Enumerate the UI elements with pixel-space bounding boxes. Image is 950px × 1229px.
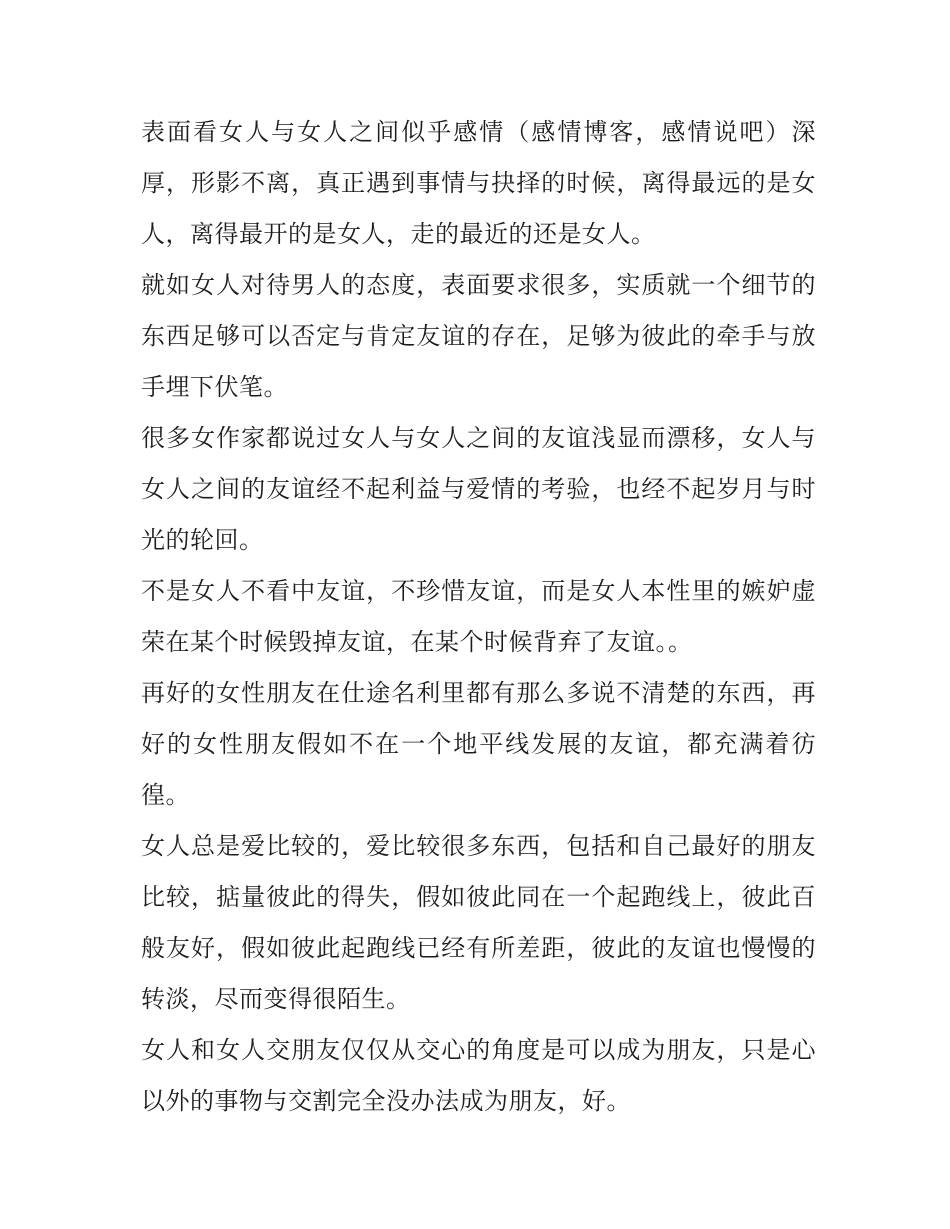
- paragraph-6: 女人总是爱比较的，爱比较很多东西，包括和自己最好的朋友比较，掂量彼此的得失，假如彼此同在一个起跑线上，彼此百般友好，假如彼此起跑线已经有所差距，彼此的友谊也慢慢的转淡，尽而变得很陌生。: [141, 832, 816, 1013]
- paragraph-2: 就如女人对待男人的态度，表面要求很多，实质就一个细节的东西足够可以否定与肯定友谊的存在，足够为彼此的牵手与放手埋下伏笔。: [141, 271, 816, 401]
- paragraph-7: 女人和女人交朋友仅仅从交心的角度是可以成为朋友，只是心以外的事物与交割完全没办法成为朋友，好。: [141, 1036, 816, 1115]
- paragraph-5: 再好的女性朋友在仕途名利里都有那么多说不清楚的东西，再好的女性朋友假如不在一个地平线发展的友谊，都充满着彷徨。: [141, 679, 816, 809]
- paragraph-3: 很多女作家都说过女人与女人之间的友谊浅显而漂移，女人与女人之间的友谊经不起利益与爱情的考验，也经不起岁月与时光的轮回。: [141, 424, 816, 554]
- paragraph-4: 不是女人不看中友谊，不珍惜友谊，而是女人本性里的嫉妒虚荣在某个时候毁掉友谊，在某个时候背弃了友谊。。: [141, 577, 816, 656]
- paragraph-1: 表面看女人与女人之间似乎感情（感情博客，感情说吧）深厚，形影不离，真正遇到事情与抉择的时候，离得最远的是女人，离得最开的是女人，走的最近的还是女人。: [141, 118, 816, 248]
- document-body: [141, 107, 816, 1127]
